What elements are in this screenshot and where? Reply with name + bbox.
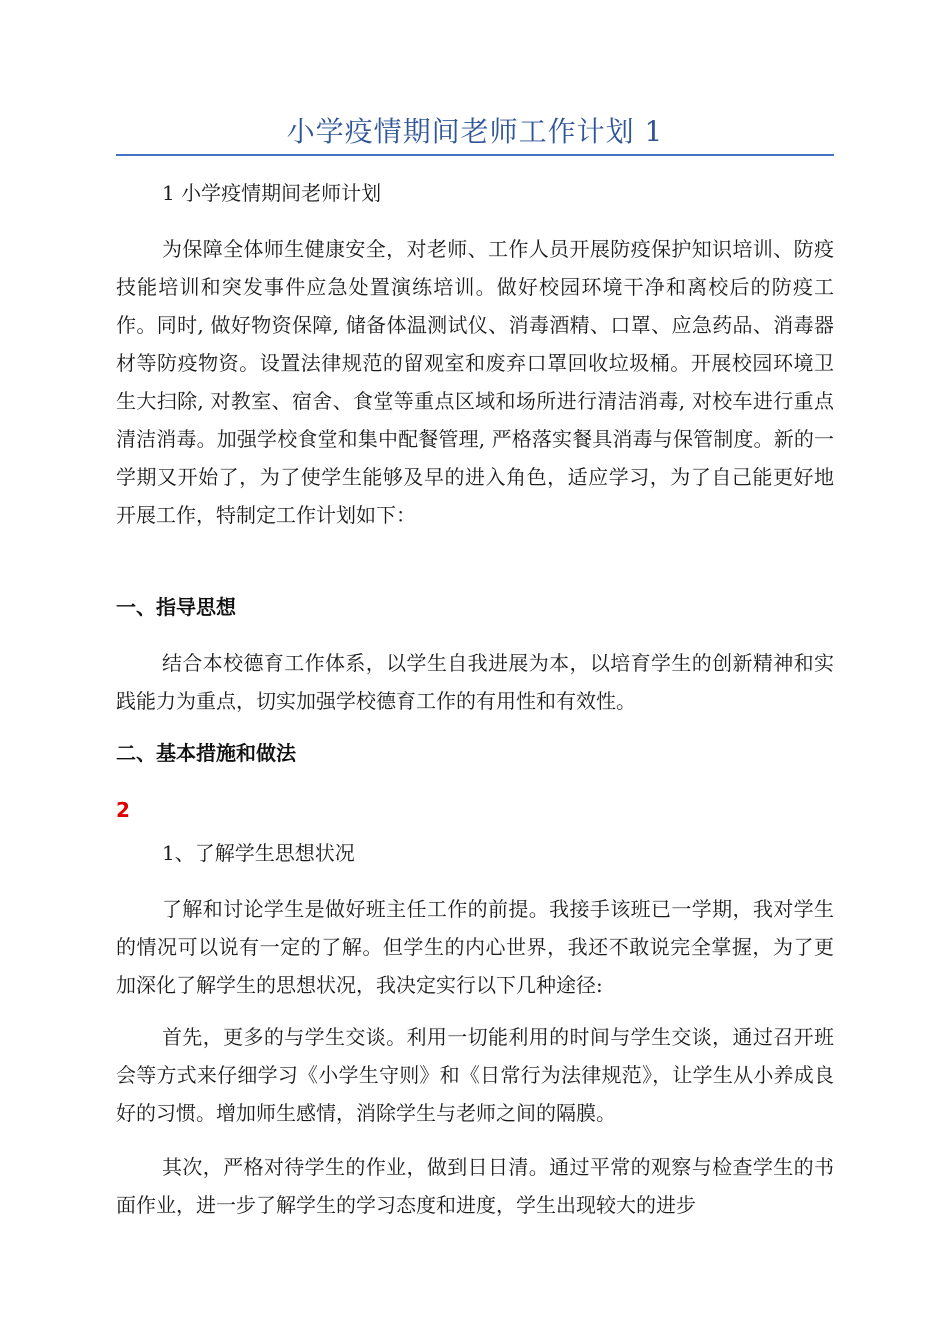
- section-heading-measures: 二、基本措施和做法: [116, 741, 296, 765]
- document-subtitle: 1 小学疫情期间老师计划: [162, 181, 382, 205]
- section1-paragraph: 结合本校德育工作体系，以学生自我进展为本，以培育学生的创新精神和实践能力为重点，切实加强学校德育工作的有用性和有效性。: [116, 651, 834, 713]
- document-title: 小学疫情期间老师工作计划 1: [286, 115, 664, 148]
- item-heading-understand-students: 1、了解学生思想状况: [162, 841, 355, 865]
- item1-paragraph-1: 了解和讨论学生是做好班主任工作的前提。我接手该班已一学期，我对学生的情况可以说有一定的了解。但学生的内心世界，我还不敢说完全掌握，为了更加深化了解学生的思想状况，我决定实行以下几种途径:: [116, 897, 834, 997]
- section-heading-guiding-thought: 一、指导思想: [116, 595, 236, 619]
- title-underline: [116, 154, 834, 156]
- item1-paragraph-2: 首先，更多的与学生交谈。利用一切能利用的时间与学生交谈，通过召开班会等方式来仔细学习《小学生守则》和《日常行为法律规范》，让学生从小养成良好的习惯。增加师生感情，消除学生与老师之间的隔膜。: [116, 1025, 834, 1125]
- page-number: 2: [116, 798, 130, 822]
- intro-paragraph: 为保障全体师生健康安全，对老师、工作人员开展防疫保护知识培训、防疫技能培训和突发事件应急处置演练培训。做好校园环境干净和离校后的防疫工作。同时, 做好物资保障, 储备体温测试仪、消毒酒精、口罩、应急药品、消毒器材等防疫物资。设置法律规范的留观室和废弃口罩回收垃圾桶。开展校园环境卫生大扫除, 对教室、宿舍、食堂等重点区域和场所进行清洁消毒, 对校车进行重点清洁消毒。加强学校食堂和集中配餐管理, 严格落实餐具消毒与保管制度。新的一学期又开始了，为了使学生能够及早的进入角色，适应学习，为了自己能更好地开展工作，特制定工作计划如下：: [116, 237, 834, 527]
- item1-paragraph-3: 其次，严格对待学生的作业，做到日日清。通过平常的观察与检查学生的书面作业，进一步了解学生的学习态度和进度，学生出现较大的进步: [116, 1155, 834, 1217]
